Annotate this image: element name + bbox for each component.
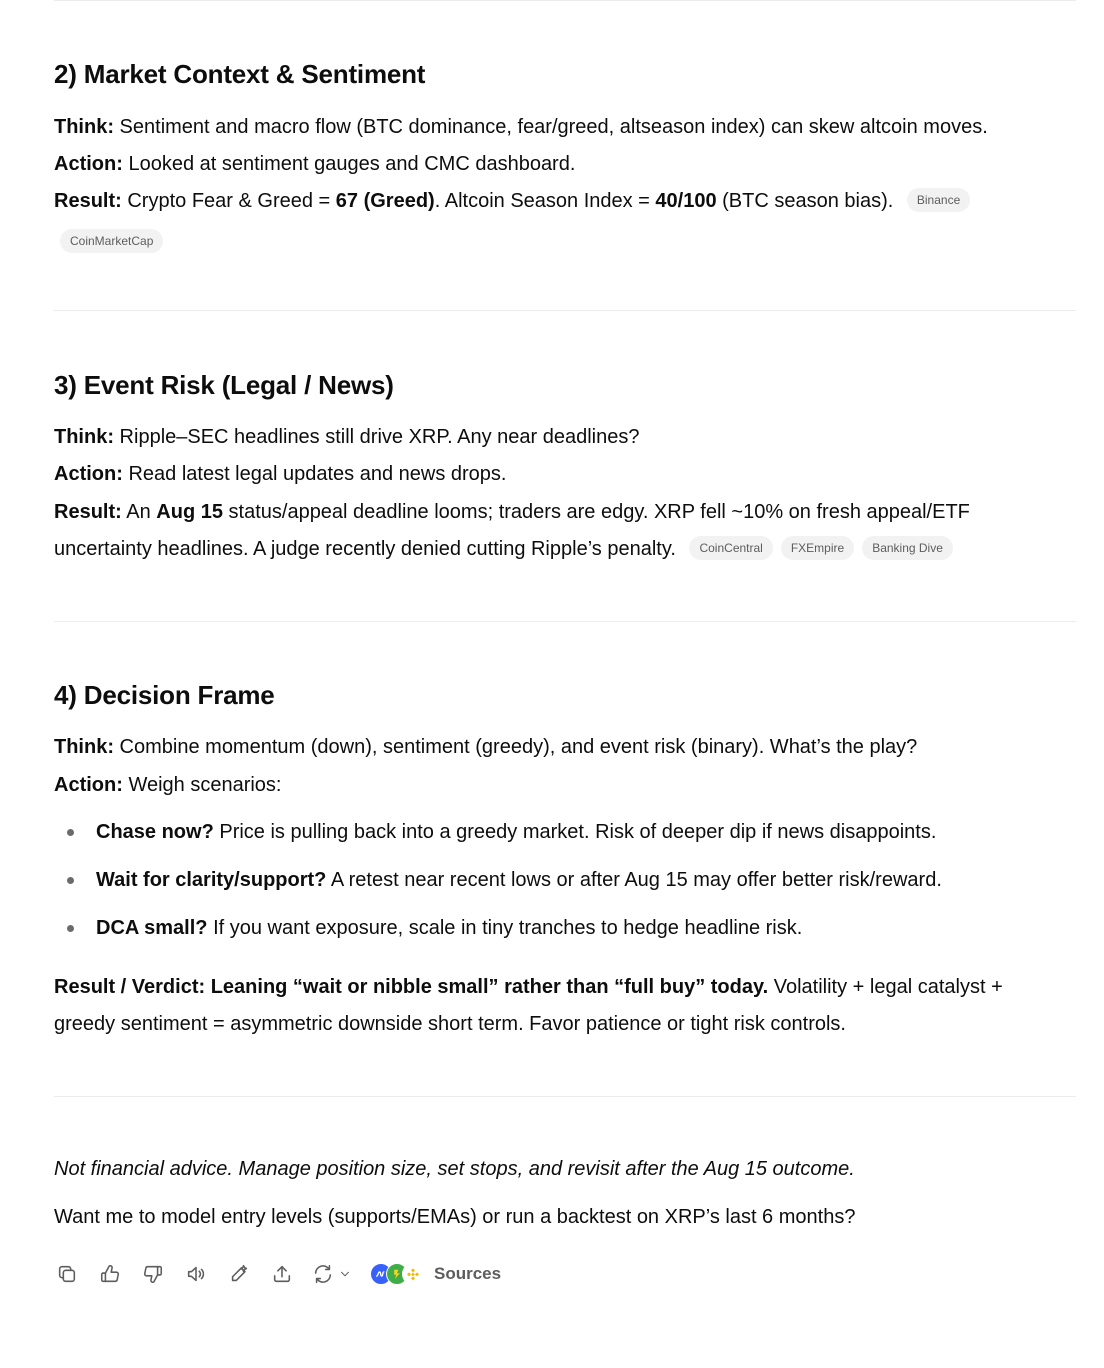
- sources-button[interactable]: [370, 1263, 501, 1285]
- section-divider: [54, 621, 1076, 622]
- chevron-down-icon: [338, 1267, 352, 1281]
- action-text: Weigh scenarios:: [122, 774, 282, 796]
- top-divider: [54, 0, 1076, 1]
- source-chip-fxempire[interactable]: FXEmpire: [781, 536, 854, 560]
- verdict: [54, 969, 1076, 1006]
- verdict-text: greedy sentiment = asymmetric downside short term. Favor patience or tight risk controls.: [54, 1013, 846, 1035]
- section-2-heading: 2) Market Context & Sentiment: [54, 59, 426, 89]
- result-label: Result:: [54, 501, 122, 523]
- share-icon: [271, 1263, 293, 1285]
- source-chip-binance[interactable]: Binance: [907, 188, 970, 212]
- section-4-heading: 4) Decision Frame: [54, 680, 275, 710]
- section-divider: [54, 310, 1076, 311]
- read-aloud-icon: [185, 1263, 207, 1285]
- result-text: An: [121, 501, 157, 523]
- source-chip-banking-dive[interactable]: Banking Dive: [862, 536, 953, 560]
- action-label: Action:: [54, 153, 123, 175]
- thumbs-down-icon: [142, 1263, 164, 1285]
- verdict-text: Volatility + legal catalyst +: [768, 976, 1003, 998]
- message-toolbar: [54, 1260, 501, 1288]
- result-text: . Altcoin Season Index =: [434, 190, 656, 212]
- bullet-icon: [67, 877, 74, 884]
- scenario-title: Wait for clarity/support?: [96, 869, 327, 891]
- binance-favicon-icon: [402, 1263, 424, 1285]
- edit-icon: [228, 1263, 250, 1285]
- section-3-result-cont: [54, 531, 1076, 568]
- regenerate-button[interactable]: [312, 1263, 352, 1285]
- result-text: status/appeal deadline looms; traders are edgy. XRP fell ~10% on fresh appeal/ETF: [222, 501, 970, 523]
- section-4-action: [54, 767, 1076, 804]
- section-3-result: [54, 494, 1076, 531]
- result-text: (BTC season bias).: [716, 190, 894, 212]
- regenerate-icon: [312, 1263, 334, 1285]
- result-text: uncertainty headlines. A judge recently denied cutting Ripple’s penalty.: [54, 538, 676, 560]
- action-text: Looked at sentiment gauges and CMC dashboard.: [122, 153, 576, 175]
- thumbs-up-icon: [99, 1263, 121, 1285]
- scenario-title: DCA small?: [96, 917, 208, 939]
- deadline-date: Aug 15: [156, 501, 223, 523]
- think-label: Think:: [54, 116, 114, 138]
- think-label: Think:: [54, 736, 114, 758]
- share-button[interactable]: [269, 1261, 295, 1287]
- disclaimer: Not financial advice. Manage position size, set stops, and revisit after the Aug 15 outcome.: [54, 1158, 855, 1180]
- think-label: Think:: [54, 426, 114, 448]
- section-4-think: [54, 729, 1076, 766]
- copy-button[interactable]: [54, 1261, 80, 1287]
- source-chip-row: [60, 228, 163, 253]
- action-label: Action:: [54, 774, 123, 796]
- source-chip-coinmarketcap[interactable]: CoinMarketCap: [60, 229, 163, 253]
- source-chip-coincentral[interactable]: CoinCentral: [689, 536, 772, 560]
- scenario-title: Chase now?: [96, 821, 214, 843]
- section-divider: [54, 1096, 1076, 1097]
- action-label: Action:: [54, 463, 123, 485]
- section-3-heading: 3) Event Risk (Legal / News): [54, 370, 394, 400]
- list-item: [54, 856, 1076, 904]
- action-text: Read latest legal updates and news drops.: [122, 463, 507, 485]
- altseason-value: 40/100: [655, 190, 717, 212]
- scenario-list: [54, 808, 1076, 952]
- think-text: Ripple–SEC headlines still drive XRP. Any near deadlines?: [114, 426, 640, 448]
- edit-button[interactable]: [226, 1261, 252, 1287]
- source-favicons: [370, 1263, 424, 1285]
- result-text: Crypto Fear & Greed =: [121, 190, 336, 212]
- section-3-think: [54, 419, 1076, 456]
- section-2-think: [54, 109, 1076, 146]
- read-aloud-button[interactable]: [183, 1261, 209, 1287]
- bullet-icon: [67, 829, 74, 836]
- followup-question: Want me to model entry levels (supports/EMAs) or run a backtest on XRP’s last 6 months?: [54, 1206, 856, 1228]
- verdict-bold: Result / Verdict: Leaning “wait or nibble small” rather than “full buy” today.: [54, 976, 769, 998]
- scenario-text: A retest near recent lows or after Aug 15 may offer better risk/reward.: [326, 869, 942, 891]
- bullet-icon: [67, 925, 74, 932]
- sources-label: Sources: [434, 1264, 502, 1283]
- section-3-action: [54, 456, 1076, 493]
- good-response-button[interactable]: [97, 1261, 123, 1287]
- list-item: [54, 904, 1076, 952]
- section-2-action: [54, 146, 1076, 183]
- scenario-text: If you want exposure, scale in tiny tranches to hedge headline risk.: [207, 917, 803, 939]
- bad-response-button[interactable]: [140, 1261, 166, 1287]
- scenario-text: Price is pulling back into a greedy market. Risk of deeper dip if news disappoints.: [213, 821, 937, 843]
- list-item: [54, 808, 1076, 856]
- fear-greed-value: 67 (Greed): [335, 190, 435, 212]
- result-label: Result:: [54, 190, 122, 212]
- section-2-result: [54, 183, 1076, 220]
- think-text: Combine momentum (down), sentiment (greedy), and event risk (binary). What’s the play?: [114, 736, 918, 758]
- think-text: Sentiment and macro flow (BTC dominance, fear/greed, altseason index) can skew altcoin moves.: [114, 116, 988, 138]
- verdict-cont: [54, 1006, 1076, 1043]
- copy-icon: [56, 1263, 78, 1285]
